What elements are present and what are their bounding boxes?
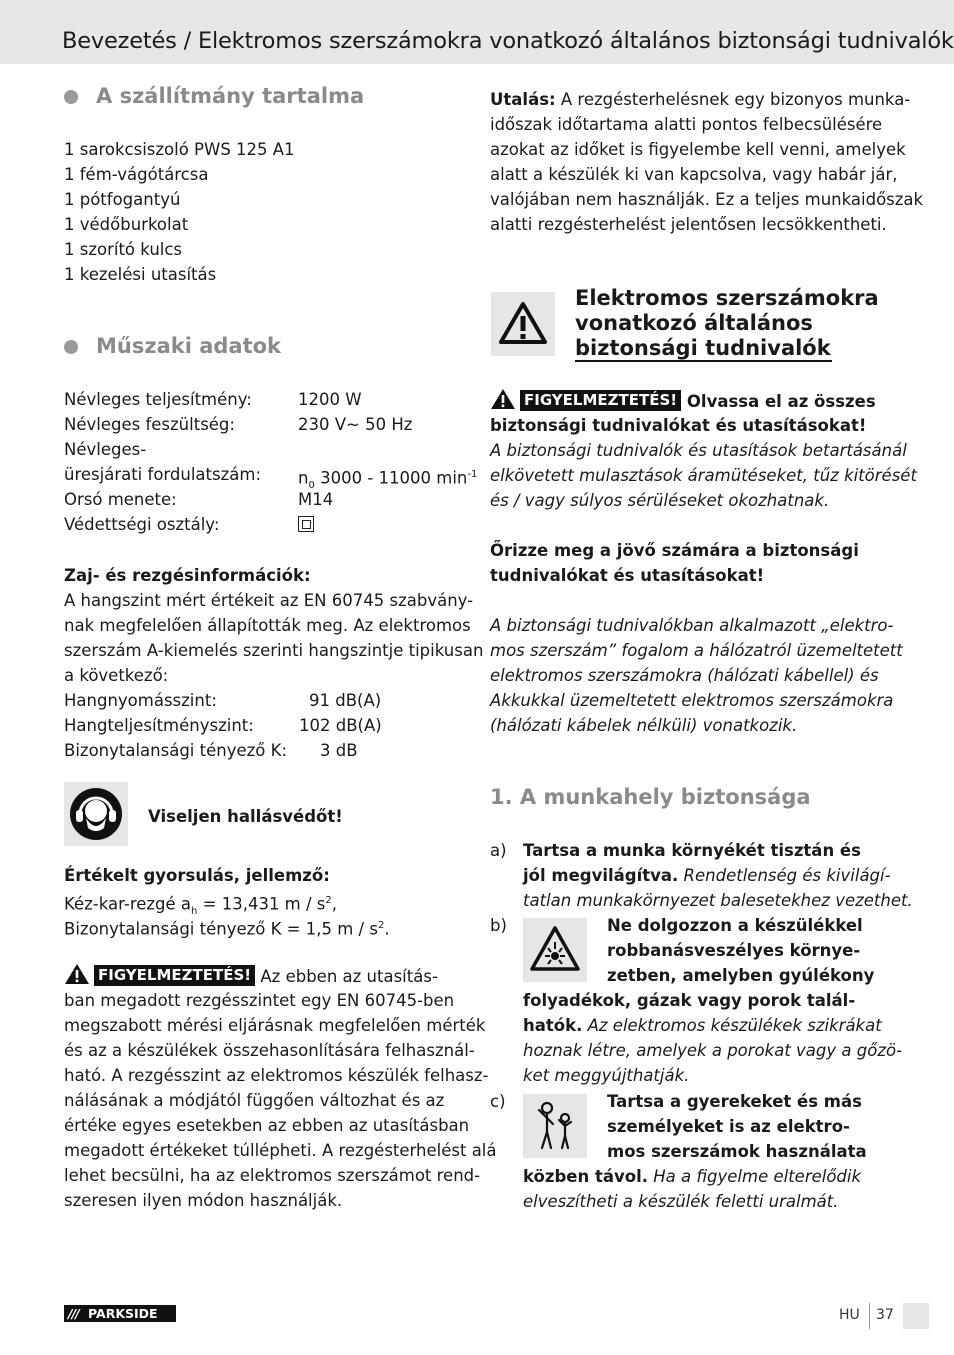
page-title: Bevezetés / Elektromos szerszámokra vonatkozó általános biztonsági tudnivalók xyxy=(62,28,954,54)
text-line: értéke egyes esetekben az ebben az utasításban xyxy=(64,1116,470,1135)
noise-table xyxy=(64,688,464,763)
safety-title xyxy=(575,286,879,361)
item-a-line: jól megvilágítva. Rendetlenség és kivilágí- xyxy=(523,866,891,885)
bullet-icon xyxy=(64,90,78,104)
text-line: megadott értékeket túllépheti. A rezgésterhelést alá xyxy=(64,1141,497,1160)
noise-value: 91 dB(A) xyxy=(309,691,382,710)
warning-badge: FIGYELMEZTETÉS! xyxy=(520,390,681,411)
tech-label: Névleges- xyxy=(64,440,147,459)
warning-text: Az ebben az utasítás- xyxy=(255,967,438,986)
list-item: 1 védőburkolat xyxy=(64,215,189,234)
tech-label: üresjárati fordulatszám: xyxy=(64,465,262,484)
noise-label: Bizonytalansági tényező K: xyxy=(64,741,287,760)
text-line: tudnivalókat és utasításokat! xyxy=(490,566,765,585)
noise-heading: Zaj- és rezgésinformációk: xyxy=(64,566,311,585)
text-line: ható. A rezgésszint az elektromos készülék felhasz- xyxy=(64,1066,489,1085)
text-line: A biztonsági tudnivalókban alkalmazott „elektro- xyxy=(490,616,894,635)
text-line: nálásának a módjától függően változhat és az xyxy=(64,1091,445,1110)
tech-label: Névleges teljesítmény: xyxy=(64,390,252,409)
section-number: 1. xyxy=(490,785,513,809)
list-item: 1 kezelési utasítás xyxy=(64,265,217,284)
note-text-block xyxy=(490,112,923,237)
n-sub: 0 xyxy=(308,479,315,491)
note-label: Utalás: xyxy=(490,90,556,109)
text-line: Őrizze meg a jövő számára a biztonsági xyxy=(490,541,859,560)
accel-line: Bizonytalansági tényező K = 1,5 m / $s^2$. xyxy=(64,919,390,939)
text-line: szerszám A-kiemelés szerinti hangszintje tipikusan xyxy=(64,641,484,660)
warning-bold-line: biztonsági tudnivalókat és utasításokat! xyxy=(490,416,867,435)
warning-triangle-icon xyxy=(490,388,516,410)
warning-triangle-icon xyxy=(64,963,90,985)
table-row xyxy=(64,462,484,491)
tech-value: M14 xyxy=(298,490,334,509)
footer-tab xyxy=(903,1303,929,1329)
title-line: vonatkozó általános xyxy=(575,311,813,335)
text-line: elektromos szerszámokra (hálózati kábellel) és xyxy=(490,666,879,685)
section-title: A munkahely biztonsága xyxy=(519,785,811,809)
hearing-text: Viseljen hallásvédőt! xyxy=(148,807,343,826)
table-row xyxy=(64,387,484,412)
item-b-italic xyxy=(523,1038,902,1088)
table-row xyxy=(64,688,464,713)
tech-table xyxy=(64,387,484,537)
table-row xyxy=(64,738,464,763)
text-line: elkövetett mulasztások áramütéseket, tűz kitörését xyxy=(490,466,917,485)
text-line: nak megfelelően állapították meg. Az elektromos xyxy=(64,616,471,635)
text-line: Akkukkal üzemeltetett elektromos szerszámokra xyxy=(490,691,894,710)
text-line: időszak időtartama alatti pontos felbecsülésére xyxy=(490,115,883,134)
text-line: ket meggyújthatják. xyxy=(523,1066,690,1085)
accel-heading: Értékelt gyorsulás, jellemző: xyxy=(64,866,330,885)
note-first-line xyxy=(490,87,910,112)
text-line: lehet becsülni, ha az elektromos szerszámot rend- xyxy=(64,1166,481,1185)
text-line: ban megadott rezgésszintet egy EN 60745-ben xyxy=(64,991,455,1010)
hearing-protection-icon xyxy=(64,782,128,846)
item-a-bold: Tartsa a munka környékét tisztán és xyxy=(523,841,861,860)
page-number: 37 xyxy=(876,1307,894,1323)
tech-heading: Műszaki adatok xyxy=(96,334,282,358)
warning-line xyxy=(64,963,438,989)
note-text: A rezgésterhelésnek egy bizonyos munka- xyxy=(555,90,911,109)
table-row xyxy=(64,437,484,462)
title-line: biztonsági tudnivalók xyxy=(575,336,831,360)
text-line: A hangszint mért értékeit az EN 60745 szabvány- xyxy=(64,591,474,610)
text-line: A biztonsági tudnivalók és utasítások betartásánál xyxy=(490,441,907,460)
table-row xyxy=(64,512,484,537)
keep-instructions xyxy=(490,538,859,588)
text-line: személyeket is az elektro- xyxy=(607,1117,850,1136)
explosion-hazard-icon xyxy=(523,918,587,982)
warning-badge: FIGYELMEZTETÉS! xyxy=(94,965,255,986)
table-row xyxy=(64,412,484,437)
keep-children-away-icon xyxy=(523,1094,587,1158)
contents-heading: A szállítmány tartalma xyxy=(96,84,365,108)
text-line: alatti rezgésterhelést jelentősen lecsökkentheti. xyxy=(490,215,887,234)
n-symbol: n xyxy=(298,468,309,488)
noise-text xyxy=(64,588,483,688)
warning-italic-block xyxy=(490,438,917,513)
item-c-italic: elveszítheti a készülék feletti uralmát. xyxy=(523,1192,839,1211)
text-line: és / vagy súlyos sérüléseket okozhatnak. xyxy=(490,491,830,510)
item-b-bold-line: folyadékok, gázak vagy porok talál- xyxy=(523,991,856,1010)
item-b-line: hatók. Az elektromos készülékek szikrákat xyxy=(523,1016,882,1035)
contents-list xyxy=(64,137,295,287)
table-row xyxy=(64,487,484,512)
warning-sign-icon xyxy=(491,292,555,356)
noise-label: Hangteljesítményszint: xyxy=(64,716,254,735)
warning-text-block xyxy=(64,988,497,1213)
min-sup: -1 xyxy=(467,469,478,480)
list-item: 1 szorító kulcs xyxy=(64,240,183,259)
title-underline xyxy=(575,360,832,362)
text-line: valójában nem használják. Ez a teljes munkaidőszak xyxy=(490,190,924,209)
text-line: mos szerszám” fogalom a hálózatról üzemeltetett xyxy=(490,641,903,660)
text-line: Ne dolgozzon a készülékkel xyxy=(607,916,863,935)
noise-value: 102 dB(A) xyxy=(299,716,382,735)
table-row xyxy=(64,713,464,738)
item-letter: c) xyxy=(490,1092,506,1111)
noise-value: 3 dB xyxy=(320,741,358,760)
text-line: szeresen ilyen módon használják. xyxy=(64,1191,343,1210)
text-line: a következő: xyxy=(64,666,169,685)
noise-label: Hangnyomásszint: xyxy=(64,691,217,710)
tech-label: Névleges feszültség: xyxy=(64,415,235,434)
warning-line xyxy=(490,388,876,414)
rpm-value: 3000 - 11000 min xyxy=(320,468,468,488)
tech-label: Orsó menete: xyxy=(64,490,177,509)
brand-name: PARKSIDE xyxy=(88,1306,158,1321)
term-definition xyxy=(490,613,903,738)
accel-line: Kéz-kar-rezgé $a_h = 13,431$ m / $s^2$, xyxy=(64,894,338,917)
text-line: robbanásveszélyes környe- xyxy=(607,941,861,960)
list-item: 1 pótfogantyú xyxy=(64,190,181,209)
text-line: és az a készülékek összehasonlítására felhasznál- xyxy=(64,1041,475,1060)
list-item: 1 sarokcsiszoló PWS 125 A1 xyxy=(64,140,295,159)
text-line: mos szerszámok használata xyxy=(607,1142,867,1161)
item-c-line: közben távol. Ha a figyelme elterelődik xyxy=(523,1167,862,1186)
footer-divider xyxy=(869,1303,870,1329)
text-line: Tartsa a gyerekeket és más xyxy=(607,1092,862,1111)
text-line: megszabott mérési eljárásnak megfelelően mérték xyxy=(64,1016,486,1035)
bullet-icon xyxy=(64,340,78,354)
tech-label: Védettségi osztály: xyxy=(64,515,220,534)
text-line: azokat az időket is figyelembe kell venni, amelyek xyxy=(490,140,906,159)
text-line: zetben, amelyben gyúlékony xyxy=(607,966,875,985)
tech-value: 230 V~ 50 Hz xyxy=(298,415,413,434)
title-line: Elektromos szerszámokra xyxy=(575,286,879,310)
section-1-heading xyxy=(490,785,811,809)
item-letter: b) xyxy=(490,916,507,935)
item-b-bold xyxy=(607,913,874,988)
list-item: 1 fém-vágótárcsa xyxy=(64,165,209,184)
text-line: (hálózati kábelek nélküli) vonatkozik. xyxy=(490,716,798,735)
protection-class-icon xyxy=(298,516,314,532)
tech-value: 1200 W xyxy=(298,390,362,409)
text-line: hoznak létre, amelyek a porokat vagy a gőzö- xyxy=(523,1041,903,1060)
warning-text: Olvassa el az összes xyxy=(681,392,876,411)
item-letter: a) xyxy=(490,841,507,860)
brand-logo: /// PARKSIDE xyxy=(64,1305,176,1322)
text-line: alatt a készülék ki van kapcsolva, vagy habár jár, xyxy=(490,165,898,184)
item-a-italic: tatlan munkakörnyezet balesetekhez vezethet. xyxy=(523,891,913,910)
language-code: HU xyxy=(839,1307,860,1323)
item-c-bold xyxy=(607,1089,867,1164)
